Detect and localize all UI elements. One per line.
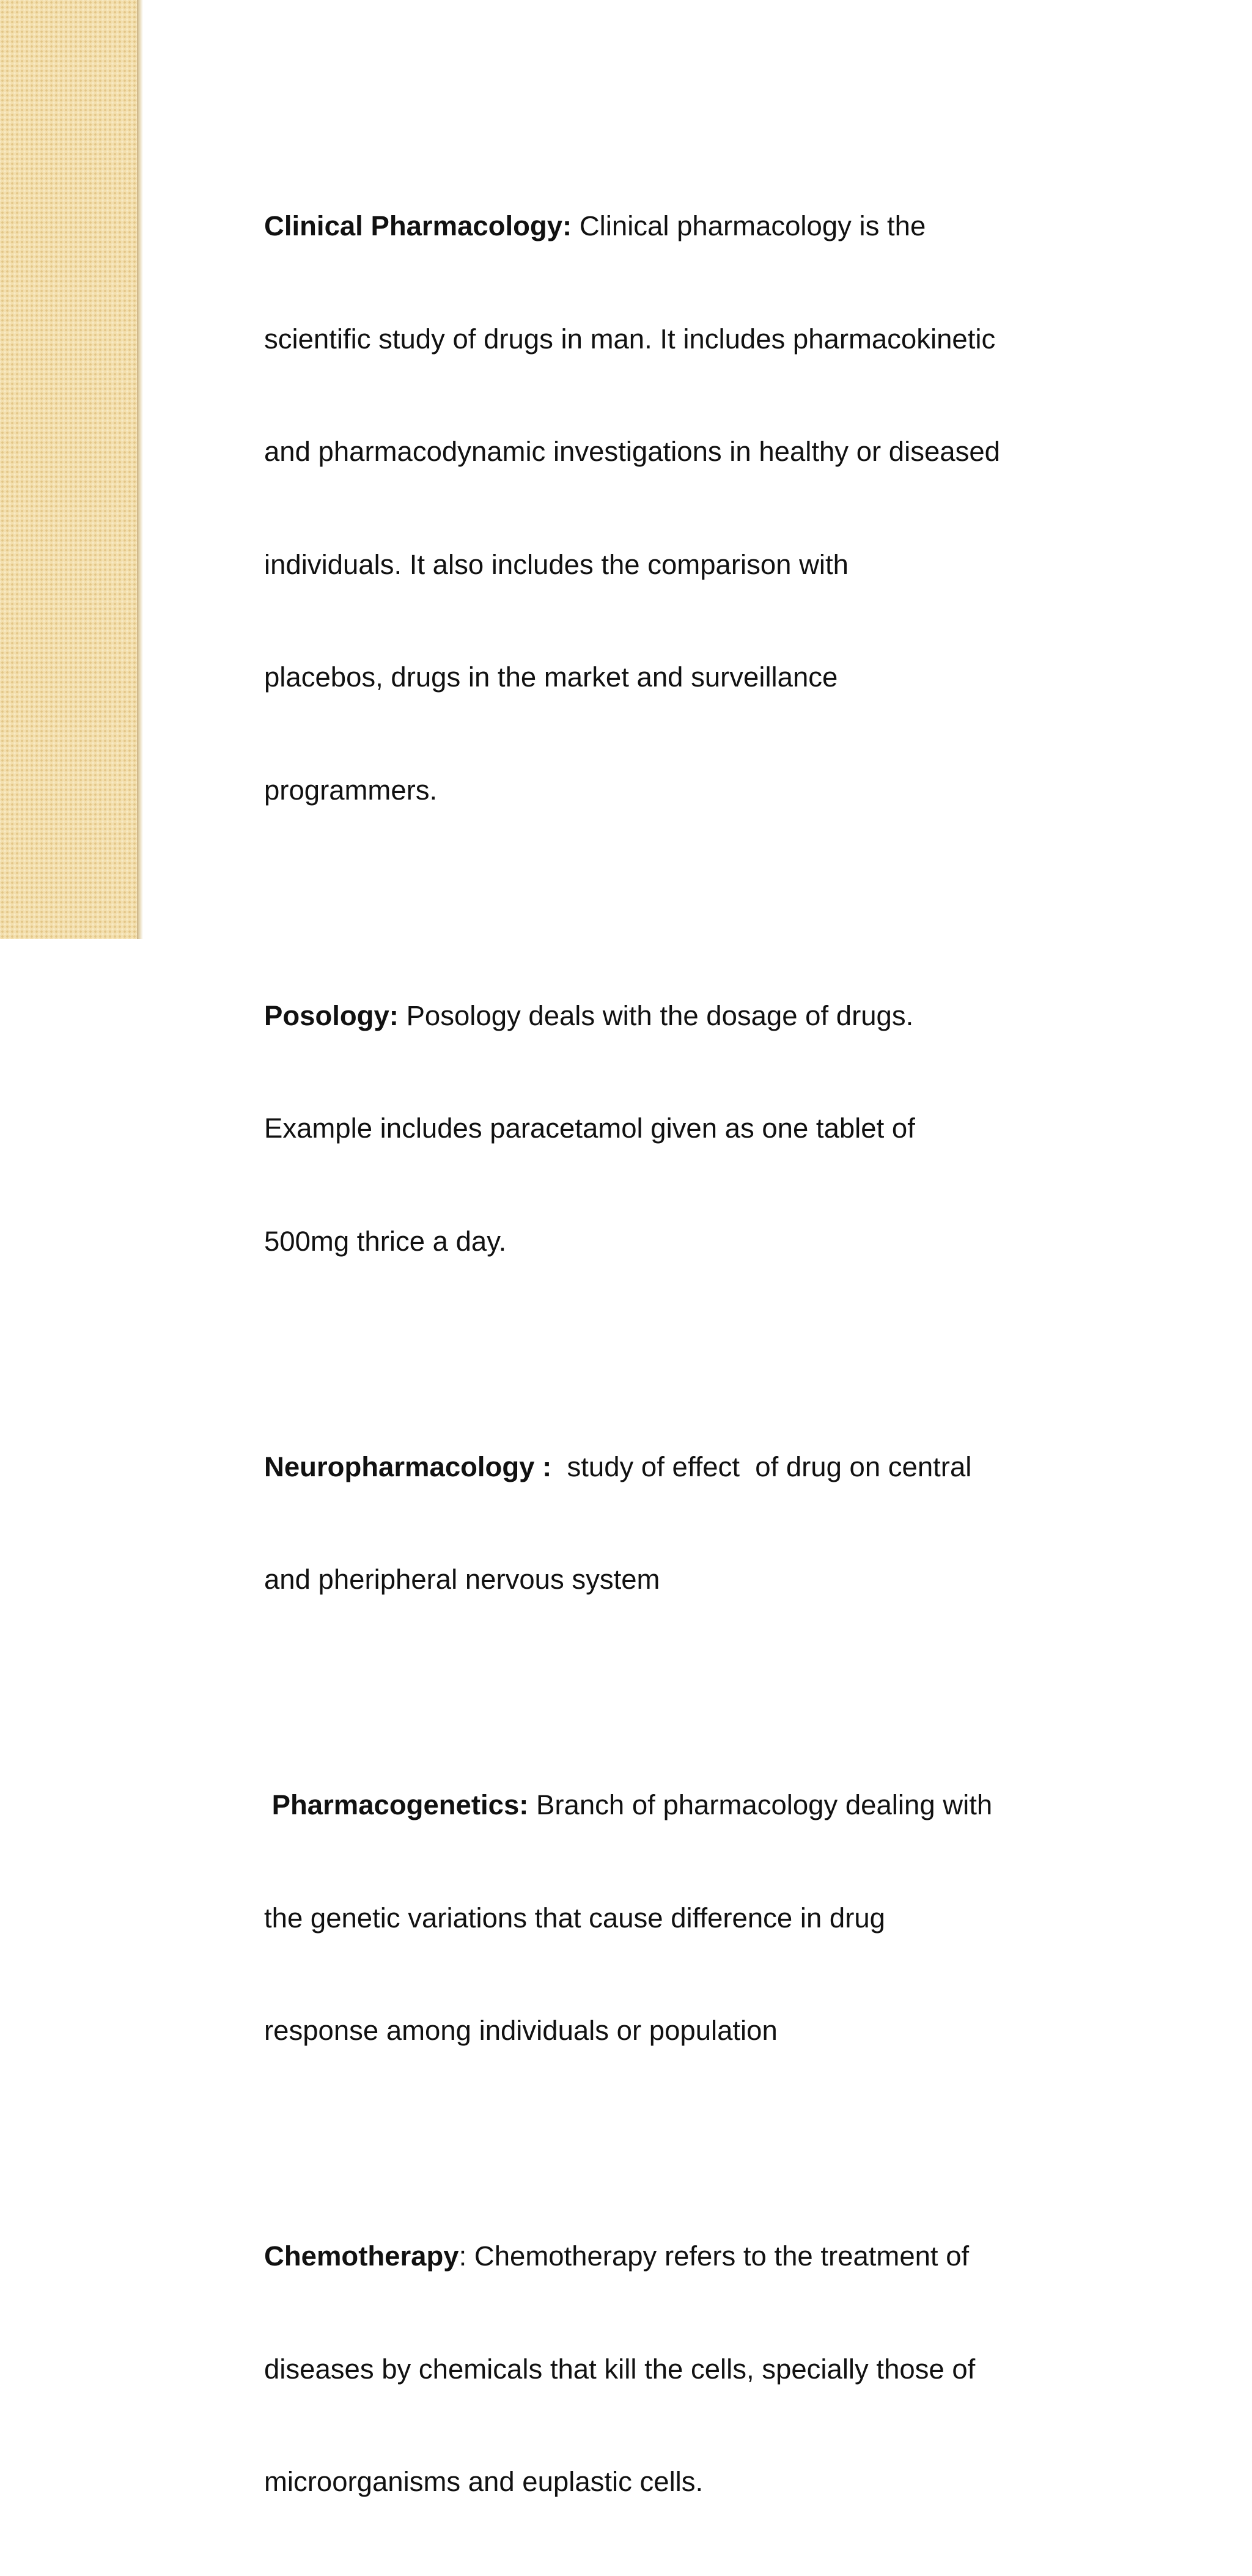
paragraph-line: the genetic variations that cause difference in drug (264, 1902, 885, 1934)
paragraph-line: and pheripheral nervous system (264, 1564, 660, 1595)
definition-text: : Chemotherapy refers to the treatment of (458, 2240, 970, 2272)
decorative-side-band (0, 0, 139, 939)
term-clinical-pharmacology: Clinical Pharmacology: (264, 210, 572, 241)
side-band-shadow (137, 0, 143, 939)
term-pharmacogenetics: Pharmacogenetics: (264, 1789, 529, 1820)
paragraph-line: scientific study of drugs in man. It includes pharmacokinetic (264, 323, 996, 355)
definition-text: Posology deals with the dosage of drugs. (398, 999, 914, 1031)
term-chemotherapy: Chemotherapy (264, 2240, 459, 2272)
paragraph-line: microorganisms and euplastic cells. (264, 2466, 704, 2497)
paragraph-line: and pharmacodynamic investigations in healthy or diseased (264, 436, 1000, 467)
definition-text: Clinical pharmacology is the (572, 210, 926, 241)
paragraph-line: placebos, drugs in the market and surveillance (264, 661, 838, 693)
paragraph-clinical-pharmacology (264, 132, 1120, 884)
paragraph-line (264, 1448, 1120, 1486)
paragraph-line: 500mg thrice a day. (264, 1225, 507, 1257)
paragraph-line: individuals. It also includes the comparison with (264, 548, 849, 580)
definition-text: Branch of pharmacology dealing with (528, 1789, 993, 1820)
term-posology: Posology: (264, 999, 399, 1031)
paragraph-line (264, 207, 1120, 245)
definition-text: study of effect of drug on central (551, 1451, 972, 1482)
paragraph-line: response among individuals or population (264, 2015, 778, 2046)
paragraph-chemotherapy (264, 2162, 1120, 2576)
paragraph-line (264, 997, 1120, 1035)
paragraph-line (264, 2237, 1120, 2275)
paragraph-line: diseases by chemicals that kill the cells, specially those of (264, 2353, 976, 2385)
paragraph-pharmacogenetics (264, 1711, 1120, 2125)
slide-body (264, 132, 1120, 2576)
paragraph-posology (264, 922, 1120, 1336)
term-neuropharmacology: Neuropharmacology : (264, 1451, 552, 1482)
paragraph-neuropharmacology (264, 1373, 1120, 1674)
paragraph-line: programmers. (264, 774, 438, 806)
paragraph-line (264, 1786, 1120, 1824)
paragraph-line: Example includes paracetamol given as one tablet of (264, 1113, 915, 1144)
